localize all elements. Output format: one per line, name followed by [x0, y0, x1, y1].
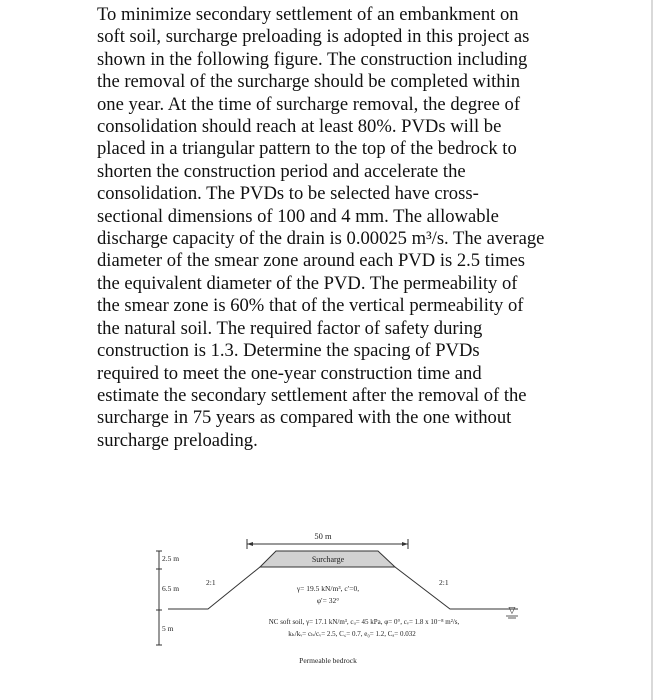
width-dimension [247, 531, 408, 549]
problem-line: construction is 1.3. Determine the spacing of PVDs [97, 340, 480, 362]
embankment-height-label: 6.5 m [162, 584, 180, 593]
problem-line: the removal of the surcharge should be completed within [97, 71, 521, 93]
problem-line: diameter of the smear zone around each PVD is 2.5 times [97, 250, 526, 272]
problem-line: discharge capacity of the drain is 0.00025 m³/s. The average [97, 228, 545, 250]
problem-line: surcharge in 75 years as compared with the one without [97, 407, 512, 429]
left-slope-label: 2:1 [206, 578, 216, 587]
soft-soil-thickness-label: 5 m [162, 624, 174, 633]
problem-line: shorten the construction period and accelerate the [97, 160, 466, 182]
surcharge-label: Surcharge [311, 555, 345, 564]
problem-line: soft soil, surcharge preloading is adopted in this project as [97, 26, 530, 48]
fill-properties: γ= 19.5 kN/m³, c′=0, [296, 584, 360, 593]
problem-line: the equivalent diameter of the PVD. The permeability of [97, 272, 518, 294]
problem-line: the natural soil. The required factor of safety during [97, 317, 483, 339]
problem-line: To minimize secondary settlement of an embankment on [97, 4, 519, 25]
bedrock-label: Permeable bedrock [299, 656, 357, 665]
problem-line: estimate the secondary settlement after the removal of the [97, 384, 527, 406]
height-dimension [156, 551, 179, 645]
soft-soil-consolidation-properties: kₕ/kᵥ= cₕ/cᵥ= 2.5, C꜀= 0.7, e₀= 1.2, Cₐ= 0.032 [288, 630, 416, 638]
problem-line: sectional dimensions of 100 and 4 mm. The allowable [97, 205, 499, 227]
page-edge-divider [651, 0, 653, 700]
problem-line: consolidation should reach at least 80%. PVDs will be [97, 116, 502, 138]
problem-line: consolidation. The PVDs to be selected have cross- [97, 183, 479, 205]
width-label: 50 m [314, 531, 332, 541]
water-table-icon: ▽ [508, 605, 516, 615]
problem-line: placed in a triangular pattern to the top of the bedrock to [97, 138, 517, 160]
problem-line: one year. At the time of surcharge removal, the degree of [97, 93, 521, 115]
problem-line: surcharge preloading. [97, 429, 258, 451]
problem-statement [97, 4, 645, 452]
soft-soil-properties: NC soft soil, γ= 17.1 kN/m³, cᵤ= 45 kPa, φ= 0°, cᵥ= 1.8 x 10⁻⁸ m²/s, [268, 618, 460, 626]
embankment-figure [148, 527, 528, 677]
problem-line: shown in the following figure. The construction including [97, 48, 528, 70]
surcharge-height-label: 2.5 m [162, 554, 180, 563]
fill-friction-angle: φ′= 32° [316, 596, 340, 605]
problem-line: required to meet the one-year construction time and [97, 362, 482, 384]
problem-line: the smear zone is 60% that of the vertical permeability of [97, 295, 524, 317]
right-slope-label: 2:1 [439, 578, 449, 587]
